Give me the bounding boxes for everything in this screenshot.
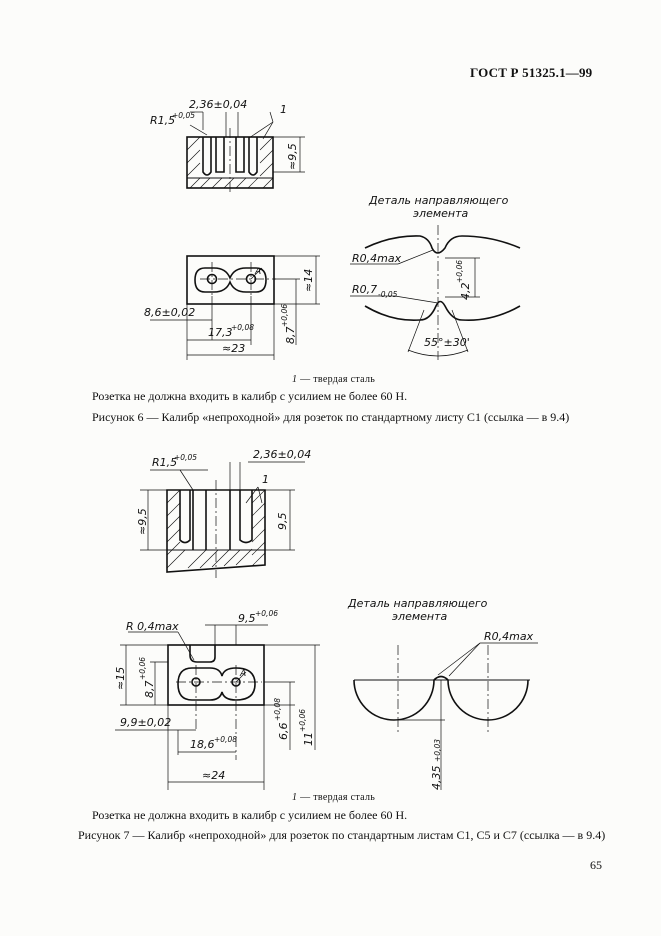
fig7-detail-4-35-tol: +0,03: [433, 739, 442, 762]
fig6-dim-8-7-tol: +0,06: [280, 304, 289, 327]
fig7-legend: [292, 792, 375, 803]
fig7-detail: [347, 597, 538, 790]
page-number: 65: [590, 858, 602, 872]
fig7-detail-title-1: Деталь направляющего: [348, 597, 488, 610]
fig7-detail-4-35: 4,35: [430, 765, 443, 790]
fig7-left-height: ≈9,5: [136, 508, 149, 535]
fig6-legend-text: — твердая сталь: [300, 374, 376, 385]
fig6-height-dim: ≈9,5: [286, 143, 299, 170]
standard-number: ГОСТ Р 51325.1—99: [470, 65, 593, 80]
fig7-caption: Рисунок 7 — Калибр «непроходной» для розеток по стандартным листам С1, С5 и С7 (ссылка — в 9.4): [78, 828, 606, 842]
fig6-detail-title-2: элемента: [413, 207, 469, 220]
fig6-dim-8-6: 8,6±0,02: [144, 306, 196, 319]
fig6-dim-23: ≈23: [222, 342, 246, 355]
fig6-dim-17-3-tol: +0,08: [231, 323, 254, 332]
fig7-dim-18-6: 18,6: [190, 738, 215, 751]
fig6-dim-14: ≈14: [302, 268, 315, 292]
fig7-dim-9-5: 9,5: [238, 612, 256, 625]
fig6-note: Розетка не должна входить в калибр с усилием не более 60 Н.: [92, 389, 408, 403]
fig7-front-view: [114, 609, 320, 790]
fig6-detail-r07: R0,7: [352, 283, 378, 296]
fig7-width-dim: 2,36±0,04: [253, 448, 312, 461]
fig6-radius-tolerance: +0,05: [172, 111, 195, 120]
fig7-dim-18-6-tol: +0,08: [214, 735, 237, 744]
fig7-r-max: R 0,4max: [126, 620, 179, 633]
fig6-detail-4-2: 4,2: [459, 282, 472, 300]
fig7-detail-title-2: элемента: [392, 610, 448, 623]
fig6-marker-a: A: [255, 267, 262, 277]
fig7-radius-tolerance: +0,05: [174, 453, 197, 462]
fig6-detail-r-max: R0,4max: [352, 252, 402, 265]
fig7-top-view: [136, 448, 311, 578]
fig7-dim-24: ≈24: [202, 769, 226, 782]
fig7-note: Розетка не должна входить в калибр с усилием не более 60 Н.: [92, 808, 408, 822]
fig7-dim-9-5-tol: +0,06: [255, 609, 278, 618]
fig6-detail-angle: 55°±30': [424, 336, 470, 349]
fig7-dim-9-9: 9,9±0,02: [120, 716, 172, 729]
fig6-detail-4-2-tol: +0,06: [455, 260, 464, 283]
fig6-dim-8-7: 8,7: [284, 326, 297, 344]
fig6-dim-17-3: 17,3: [208, 326, 233, 339]
fig6-detail-r07-tol: -0,05: [378, 290, 398, 299]
fig7-legend-text: — твердая сталь: [300, 792, 376, 803]
fig7-leader-1: 1: [262, 473, 269, 486]
fig7-marker-a: A: [240, 669, 247, 679]
fig7-dim-8-7-tol: +0,06: [138, 657, 147, 680]
fig7-dim-8-7: 8,7: [143, 680, 156, 698]
fig6-leader-1: 1: [280, 103, 287, 116]
fig7-dim-6-6: 6,6: [277, 722, 290, 740]
fig7-dim-11-tol: +0,06: [298, 709, 307, 732]
fig6-width-dim: 2,36±0,04: [189, 98, 248, 111]
fig7-dim-11: 11: [302, 732, 315, 746]
fig6-legend-number: 1: [292, 374, 298, 385]
fig6-radius-label: R1,5: [150, 114, 176, 127]
fig7-dim-6-6-tol: +0,08: [273, 698, 282, 721]
fig6-detail-title-1: Деталь направляющего: [369, 194, 509, 207]
fig7-legend-number: 1: [292, 792, 298, 803]
fig7-right-height: 9,5: [276, 512, 289, 530]
fig6-caption: Рисунок 6 — Калибр «непроходной» для розеток по стандартному листу С1 (ссылка — в 9.4): [92, 410, 570, 424]
fig7-dim-15: ≈15: [114, 666, 127, 690]
fig7-detail-r-max: R0,4max: [484, 630, 534, 643]
fig7-radius-label: R1,5: [152, 456, 178, 469]
